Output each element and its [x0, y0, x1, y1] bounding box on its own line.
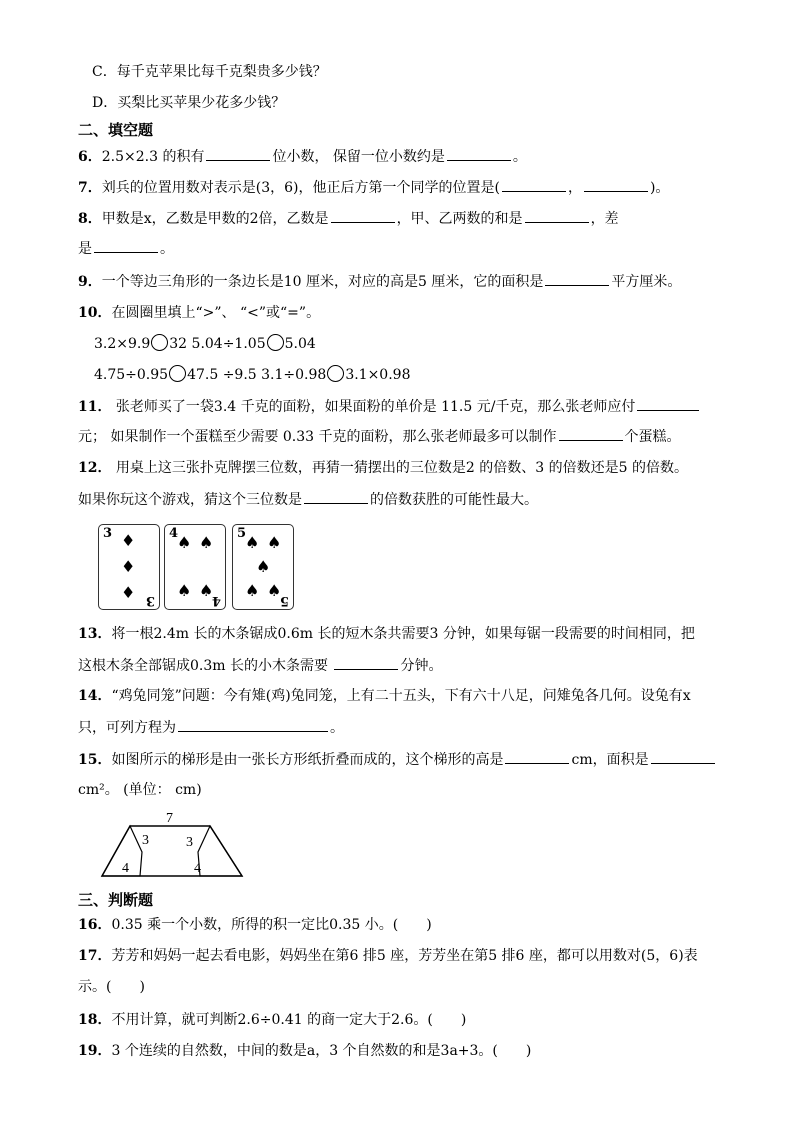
- question-8-line-1: 8．甲数是x，乙数是甲数的2倍，乙数是 ，甲、乙两数的和是 ，差: [78, 208, 619, 229]
- question-15-line-1: 15．如图所示的梯形是由一张长方形纸折叠而成的，这个梯形的高是 cm，面积是: [78, 749, 717, 770]
- label-left-bottom: 4: [122, 861, 129, 876]
- question-7: 7．刘兵的位置用数对表示是(3，6)，他正后方第一个同学的位置是( ， )。: [78, 177, 669, 198]
- answer-blank[interactable]: [304, 489, 368, 504]
- card-rank: 3: [103, 526, 113, 541]
- question-13-line-1: 13．将一根2.4m 长的木条锯成0.6m 长的短木条共需要3 分钟，如果每锯一段需要的时间相同，把: [78, 626, 695, 642]
- card-rank: 5: [237, 526, 247, 541]
- answer-blank[interactable]: [94, 238, 158, 253]
- answer-blank[interactable]: [334, 655, 398, 670]
- label-right-slant: 3: [186, 835, 193, 850]
- question-6: 6．2.5×2.3 的积有 位小数， 保留一位小数约是 。: [78, 146, 527, 167]
- question-15-line-2: cm²。 (单位： cm): [78, 782, 202, 798]
- question-11-line-2: 元； 如果制作一个蛋糕至少需要 0.33 千克的面粉，那么张老师最多可以制作 个蛋糕。: [78, 426, 681, 447]
- answer-blank[interactable]: [178, 717, 328, 732]
- spade-icon: ♠: [267, 581, 282, 600]
- question-17-line-2: 示。( ): [78, 979, 145, 995]
- section-fill-heading: 二、填空题: [78, 121, 154, 139]
- spade-icon: ♠: [177, 581, 192, 600]
- label-top: 7: [166, 811, 173, 826]
- card-rank: 5: [279, 593, 289, 608]
- answer-blank[interactable]: [651, 749, 715, 764]
- spade-icon: ♠: [177, 533, 192, 552]
- compare-circle[interactable]: [327, 365, 344, 382]
- answer-blank[interactable]: [505, 749, 569, 764]
- spade-icon: ♠: [267, 533, 282, 552]
- answer-blank[interactable]: [559, 426, 623, 441]
- question-14-line-2: 只，可列方程为 。: [78, 717, 344, 738]
- answer-blank[interactable]: [525, 208, 589, 223]
- section-judge-heading: 三、判断题: [78, 891, 154, 909]
- playing-card-4: [164, 524, 226, 610]
- card-rank: 3: [145, 593, 155, 608]
- answer-blank[interactable]: [331, 208, 395, 223]
- compare-circle[interactable]: [151, 334, 168, 351]
- right-fold: [198, 826, 242, 876]
- option-c: C．每千克苹果比每千克梨贵多少钱？: [92, 64, 327, 80]
- playing-card-3: [98, 524, 160, 610]
- spade-icon: ♠: [199, 581, 214, 600]
- card-rank: 4: [169, 526, 179, 541]
- question-10-row-1: 3.2×9.9 32 5.04÷1.05 5.04: [94, 336, 316, 352]
- answer-blank[interactable]: [584, 177, 648, 192]
- question-11-line-1: 11． 张老师买了一袋3.4 千克的面粉，如果面粉的单价是 11.5 元/千克，那么张老师应付: [78, 396, 701, 417]
- question-16: 16．0.35 乘一个小数，所得的积一定比0.35 小。( ): [78, 917, 432, 933]
- spade-icon: ♠: [245, 533, 260, 552]
- label-right-bottom: 4: [194, 861, 201, 876]
- question-12-line-1: 12． 用桌上这三张扑克牌摆三位数，再猜一猜摆出的三位数是2 的倍数、3 的倍数还是5 的倍数。: [78, 460, 689, 476]
- question-14-line-1: 14．“鸡兔同笼”问题：今有雉(鸡)兔同笼，上有二十五头，下有六十八足，问雉兔各几何。设兔有x: [78, 688, 691, 704]
- trapezoid-figure: [100, 808, 250, 880]
- question-10: 10．在圆圈里填上“>”、 “<”或“=”。: [78, 305, 321, 321]
- spade-icon: ♠: [199, 533, 214, 552]
- answer-blank[interactable]: [637, 396, 699, 411]
- spade-icon: ♠: [256, 557, 271, 576]
- compare-circle[interactable]: [267, 334, 284, 351]
- diamond-icon: ♦: [121, 583, 136, 602]
- card-rank: 4: [211, 593, 221, 608]
- compare-circle[interactable]: [169, 365, 186, 382]
- question-8-line-2: 是 。: [78, 238, 174, 259]
- playing-card-5: [232, 524, 294, 610]
- question-13-line-2: 这根木条全部锯成0.3m 长的小木条需要 分钟。: [78, 655, 442, 676]
- answer-blank[interactable]: [206, 146, 270, 161]
- question-17-line-1: 17．芳芳和妈妈一起去看电影，妈妈坐在第6 排5 座，芳芳坐在第5 排6 座，都可以用数对(5，6)表: [78, 948, 698, 964]
- answer-blank[interactable]: [447, 146, 511, 161]
- question-19: 19．3 个连续的自然数，中间的数是a，3 个自然数的和是3a+3。( ): [78, 1043, 532, 1059]
- diamond-icon: ♦: [121, 531, 136, 550]
- option-d: D．买梨比买苹果少花多少钱？: [92, 95, 286, 111]
- question-18: 18．不用计算，就可判断2.6÷0.41 的商一定大于2.6。( ): [78, 1012, 467, 1028]
- question-10-row-2: 4.75÷0.95 47.5 ÷9.5 3.1÷0.98 3.1×0.98: [94, 367, 411, 383]
- question-12-line-2: 如果你玩这个游戏，猜这个三位数是 的倍数获胜的可能性最大。: [78, 489, 538, 510]
- question-9: 9．一个等边三角形的一条边长是10 厘米，对应的高是5 厘米，它的面积是 平方厘米。: [78, 271, 681, 292]
- spade-icon: ♠: [245, 581, 260, 600]
- label-left-slant: 3: [142, 833, 149, 848]
- answer-blank[interactable]: [545, 271, 609, 286]
- diamond-icon: ♦: [121, 557, 136, 576]
- answer-blank[interactable]: [502, 177, 566, 192]
